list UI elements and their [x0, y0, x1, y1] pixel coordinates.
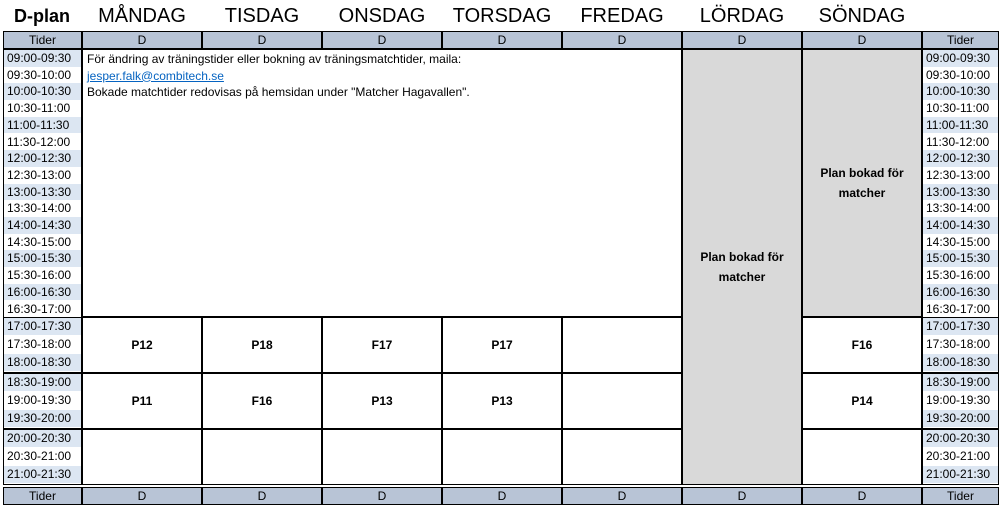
slot-cell-monday-1830: P11	[82, 373, 202, 429]
time-label: 17:00-17:30	[4, 318, 81, 335]
time-label: 19:00-19:30	[923, 392, 998, 409]
time-group-right-1700	[922, 317, 999, 373]
time-label: 16:30-17:00	[923, 301, 998, 318]
slot-cell-wednesday-2000	[322, 429, 442, 485]
time-label: 10:30-11:00	[923, 100, 998, 117]
time-label: 12:30-13:00	[4, 167, 81, 184]
top-bar-field-tuesday: D	[202, 31, 322, 49]
bottom-bar-field-saturday: D	[682, 487, 802, 505]
top-bar-tider-right: Tider	[922, 31, 999, 49]
time-label: 17:00-17:30	[923, 318, 998, 335]
time-label: 09:00-09:30	[923, 50, 998, 67]
time-label: 18:00-18:30	[923, 354, 998, 371]
saturday-booked-block	[682, 49, 802, 485]
slot-cell-thursday-1830: P13	[442, 373, 562, 429]
time-label: 21:00-21:30	[4, 466, 81, 483]
time-label: 13:30-14:00	[923, 200, 998, 217]
slot-cell-wednesday-1830: P13	[322, 373, 442, 429]
time-label: 20:00-20:30	[4, 430, 81, 447]
info-note	[82, 49, 682, 317]
sunday-booked-block	[802, 49, 922, 317]
bottom-bar-field-sunday: D	[802, 487, 922, 505]
bottom-bar-field-tuesday: D	[202, 487, 322, 505]
slot-cell-wednesday-1700: F17	[322, 317, 442, 373]
time-label: 14:30-15:00	[923, 234, 998, 251]
time-label: 09:30-10:00	[923, 67, 998, 84]
booked-label: Plan bokad för matcher	[700, 250, 784, 284]
time-label: 11:00-11:30	[923, 117, 998, 134]
time-label: 13:30-14:00	[4, 200, 81, 217]
time-label: 16:30-17:00	[4, 301, 81, 318]
day-header-saturday: LÖRDAG	[699, 5, 785, 27]
time-label: 18:00-18:30	[4, 354, 81, 371]
top-bar-field-sunday: D	[802, 31, 922, 49]
slot-cell-thursday-1700: P17	[442, 317, 562, 373]
time-label: 13:00-13:30	[4, 184, 81, 201]
slot-cell-sunday-2000	[802, 429, 922, 485]
time-label: 19:00-19:30	[4, 392, 81, 409]
booked-label: Plan bokad för matcher	[820, 166, 904, 200]
slot-cell-friday-1830	[562, 373, 682, 429]
time-label: 11:00-11:30	[4, 117, 81, 134]
time-label: 09:30-10:00	[4, 67, 81, 84]
time-label: 15:30-16:00	[4, 267, 81, 284]
slot-cell-tuesday-2000	[202, 429, 322, 485]
time-label: 18:30-19:00	[4, 374, 81, 391]
slot-cell-monday-1700: P12	[82, 317, 202, 373]
top-bar-tider: Tider	[3, 31, 82, 49]
time-label: 14:30-15:00	[4, 234, 81, 251]
bottom-bar-field-friday: D	[562, 487, 682, 505]
slot-cell-tuesday-1830: F16	[202, 373, 322, 429]
time-label: 18:30-19:00	[923, 374, 998, 391]
day-header-monday: MÅNDAG	[98, 5, 186, 27]
bottom-bar-field-monday: D	[82, 487, 202, 505]
time-label: 16:00-16:30	[4, 284, 81, 301]
time-label: 20:30-21:00	[4, 448, 81, 465]
time-label: 16:00-16:30	[923, 284, 998, 301]
time-label: 10:00-10:30	[4, 83, 81, 100]
top-bar-field-saturday: D	[682, 31, 802, 49]
time-label: 10:00-10:30	[923, 83, 998, 100]
time-label: 19:30-20:00	[923, 410, 998, 427]
slot-cell-friday-1700	[562, 317, 682, 373]
top-bar-field-thursday: D	[442, 31, 562, 49]
bottom-bar-field-thursday: D	[442, 487, 562, 505]
time-label: 11:30-12:00	[4, 134, 81, 151]
time-label: 12:00-12:30	[923, 150, 998, 167]
day-header-wednesday: ONSDAG	[338, 5, 426, 27]
time-label: 11:30-12:00	[923, 134, 998, 151]
time-label: 12:30-13:00	[923, 167, 998, 184]
top-bar-field-monday: D	[82, 31, 202, 49]
time-group-left-1830	[3, 373, 82, 429]
day-header-friday: FREDAG	[580, 5, 664, 27]
day-header-thursday: TORSDAG	[452, 5, 552, 27]
bottom-bar-field-wednesday: D	[322, 487, 442, 505]
note-line-1: För ändring av träningstider eller bokning av träningsmatchtider, maila:	[87, 52, 462, 66]
time-label: 10:30-11:00	[4, 100, 81, 117]
bottom-bar-tider: Tider	[3, 487, 82, 505]
time-label: 17:30-18:00	[4, 336, 81, 353]
slot-cell-monday-2000	[82, 429, 202, 485]
day-header-tuesday: TISDAG	[224, 5, 300, 27]
slot-cell-sunday-1830: P14	[802, 373, 922, 429]
top-bar-field-wednesday: D	[322, 31, 442, 49]
note-line-3: Bokade matchtider redovisas på hemsidan under "Matcher Hagavallen".	[87, 85, 470, 99]
slot-cell-friday-2000	[562, 429, 682, 485]
time-label: 14:00-14:30	[4, 217, 81, 234]
time-label: 21:00-21:30	[923, 466, 998, 483]
time-group-left-1700	[3, 317, 82, 373]
time-label: 15:00-15:30	[923, 250, 998, 267]
time-label: 19:30-20:00	[4, 410, 81, 427]
slot-cell-sunday-1700: F16	[802, 317, 922, 373]
time-label: 20:00-20:30	[923, 430, 998, 447]
time-label: 09:00-09:30	[4, 50, 81, 67]
time-label: 14:00-14:30	[923, 217, 998, 234]
time-label: 20:30-21:00	[923, 448, 998, 465]
time-group-left-2000	[3, 429, 82, 485]
time-label: 17:30-18:00	[923, 336, 998, 353]
day-header-sunday: SÖNDAG	[818, 5, 906, 27]
email-link[interactable]: jesper.falk@combitech.se	[87, 68, 224, 83]
slot-cell-tuesday-1700: P18	[202, 317, 322, 373]
time-group-right-2000	[922, 429, 999, 485]
top-bar-field-friday: D	[562, 31, 682, 49]
slot-cell-thursday-2000	[442, 429, 562, 485]
time-label: 15:00-15:30	[4, 250, 81, 267]
time-group-right-1830	[922, 373, 999, 429]
time-label: 12:00-12:30	[4, 150, 81, 167]
time-group-left-morning	[3, 49, 82, 317]
time-group-right-morning	[922, 49, 999, 317]
bottom-bar-tider-right: Tider	[922, 487, 999, 505]
time-label: 15:30-16:00	[923, 267, 998, 284]
time-label: 13:00-13:30	[923, 184, 998, 201]
plan-title: D-plan	[14, 6, 70, 26]
